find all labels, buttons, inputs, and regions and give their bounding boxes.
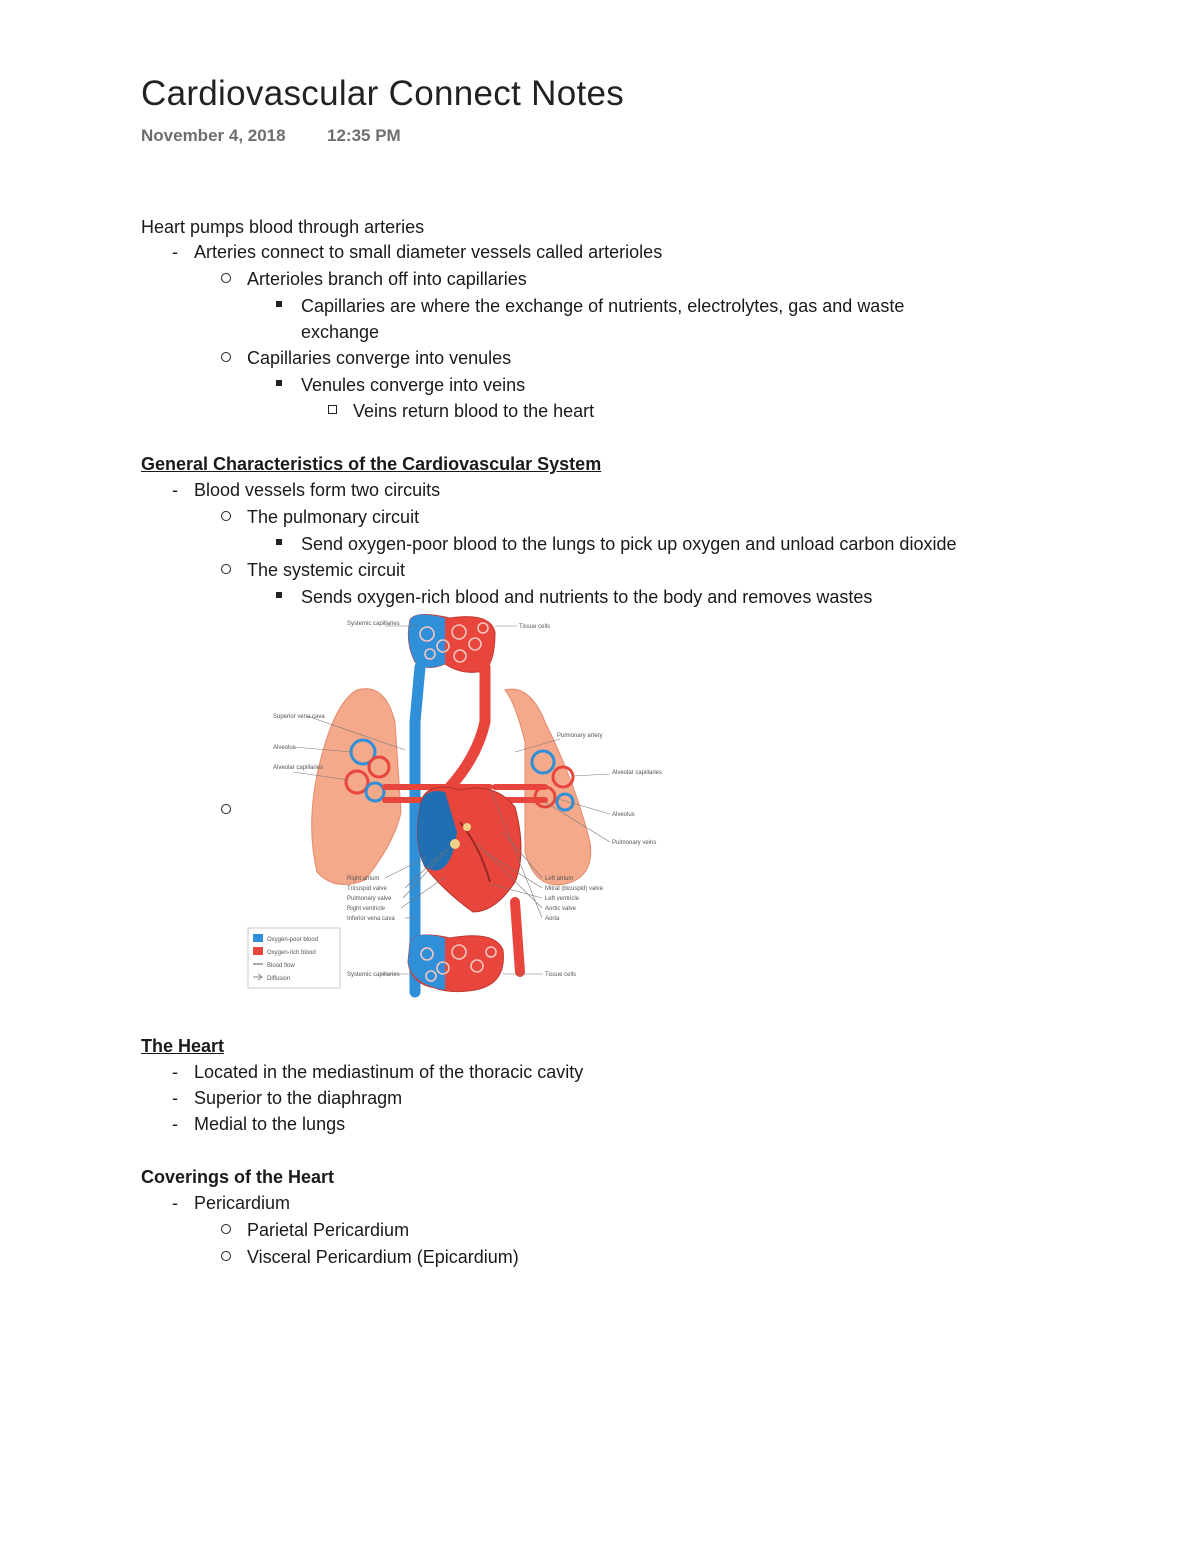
square-bullet-icon [276,592,282,598]
label-inferior-vena-cava: Inferior vena cava [347,916,395,922]
circle-bullet-icon [221,564,231,574]
list-item: The systemic circuit [247,560,406,580]
list-item: Sends oxygen-rich blood and nutrients to the body and removes wastes [301,587,873,607]
list-item: Visceral Pericardium (Epicardium) [247,1247,519,1267]
list-item: Located in the mediastinum of the thoracic cavity [194,1062,584,1082]
list-item: Capillaries are where the exchange of nutrients, electrolytes, gas and waste [301,296,905,316]
legend-diffusion: Diffusion [267,976,291,982]
label-alveolus-left: Alveolus [273,745,296,751]
section-heading: The Heart [141,1036,225,1056]
legend-oxygen-rich: Oxygen-rich blood [267,950,316,956]
legend-swatch-oxygen-poor [253,934,263,942]
label-tissue-cells-top: Tissue cells [519,624,551,630]
page-title: Cardiovascular Connect Notes [141,74,625,113]
systemic-capillary-bed-bottom [408,935,503,992]
dash-bullet: - [172,1088,178,1108]
dash-bullet: - [172,480,178,500]
circle-bullet-icon [221,1224,231,1234]
dash-bullet: - [172,1062,178,1082]
square-bullet-icon [276,380,282,386]
label-pulmonary-valve: Pulmonary valve [347,896,392,902]
label-systemic-capillaries-top: Systemic capillaries [347,621,400,627]
list-item: The pulmonary circuit [247,507,420,527]
list-item: Arteries connect to small diameter vessels called arterioles [194,242,663,262]
list-item: Venules converge into veins [301,375,526,395]
circle-bullet-icon [221,511,231,521]
label-aortic-valve: Aortic valve [545,906,577,912]
circulation-diagram [245,612,663,997]
label-tricuspid-valve: Tricuspid valve [347,886,387,892]
list-item: Capillaries converge into venules [247,348,512,368]
label-pulmonary-artery: Pulmonary artery [557,733,603,739]
label-superior-vena-cava: Superior vena cava [273,714,325,720]
dash-bullet: - [172,242,178,262]
list-item: Veins return blood to the heart [353,401,595,421]
circulation-diagram-svg [245,612,663,997]
circle-bullet-icon [221,804,231,814]
label-aorta: Aorta [545,916,560,922]
dash-bullet: - [172,1114,178,1134]
section-heading: General Characteristics of the Cardiovascular System [141,454,602,474]
circle-bullet-icon [221,273,231,283]
hollow-square-bullet-icon [328,405,337,414]
label-mitral-valve: Mitral (bicuspid) valve [545,886,604,892]
legend-oxygen-poor: Oxygen-poor blood [267,937,319,943]
label-systemic-capillaries-bottom: Systemic capillaries [347,972,400,978]
list-item: Superior to the diaphragm [194,1088,403,1108]
label-alveolar-capillaries-right: Alveolar capillaries [612,770,663,776]
list-item: Pericardium [194,1193,291,1213]
list-item: Send oxygen-poor blood to the lungs to pick up oxygen and unload carbon dioxide [301,534,957,554]
diagram-legend [248,928,340,988]
list-item: Parietal Pericardium [247,1220,410,1240]
label-pulmonary-veins: Pulmonary veins [612,840,657,846]
label-right-ventricle: Right ventricle [347,906,386,912]
circle-bullet-icon [221,352,231,362]
legend-swatch-oxygen-rich [253,947,263,955]
label-tissue-cells-bottom: Tissue cells [545,972,577,978]
label-right-atrium: Right atrium [347,876,380,882]
section-heading: Coverings of the Heart [141,1167,335,1187]
square-bullet-icon [276,301,282,307]
label-alveolar-capillaries-left: Alveolar capillaries [273,765,324,771]
heart [417,787,521,912]
dash-bullet: - [172,1193,178,1213]
note-time: 12:35 PM [327,126,401,145]
list-item: Medial to the lungs [194,1114,346,1134]
list-item: Arterioles branch off into capillaries [247,269,527,289]
note-date: November 4, 2018 [141,126,286,145]
label-alveolus-right: Alveolus [612,812,635,818]
square-bullet-icon [276,539,282,545]
list-item-continued: exchange [301,322,380,342]
list-item: Blood vessels form two circuits [194,480,441,500]
legend-blood-flow: Blood flow [267,963,295,969]
intro-line: Heart pumps blood through arteries [141,217,425,237]
label-left-ventricle: Left ventricle [545,896,580,902]
circle-bullet-icon [221,1251,231,1261]
label-left-atrium: Left atrium [545,876,574,882]
